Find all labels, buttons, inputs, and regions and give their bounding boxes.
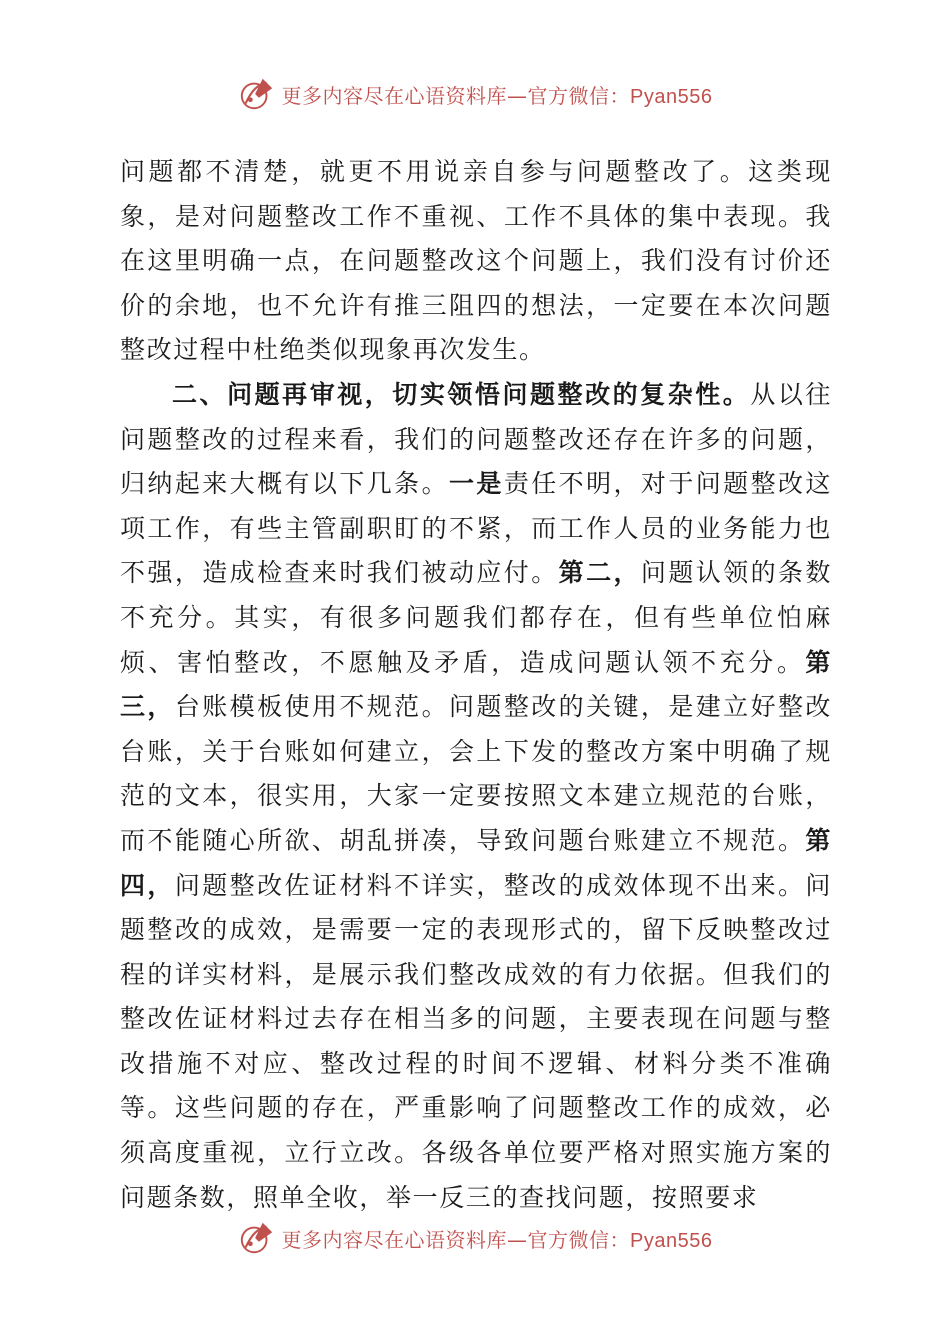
point-text: 责任不明，对于问题整改这项工作，有些主管副职盯的不紧，而工作人员的业务能力也不强，造成检查来时我们被动应付。 (120, 469, 833, 588)
watermark-footer (0, 1218, 950, 1258)
paragraph-section-two (120, 373, 832, 1220)
paragraph-continuation: 问题都不清楚，就更不用说亲自参与问题整改了。这类现象，是对问题整改工作不重视、工作不具体的集中表现。我在这里明确一点，在问题整改这个问题上，我们没有讨价还价的余地，也不允许有推三阻四的想法，一定要在本次问题整改过程中杜绝类似现象再次发生。 (120, 157, 832, 365)
watermark-text: 更多内容尽在心语资料库—官方微信：Pyan556 (281, 1227, 713, 1252)
watermark-logo-icon (238, 1219, 276, 1257)
watermark-text: 更多内容尽在心语资料库—官方微信：Pyan556 (281, 83, 713, 108)
section-intro: 从以往问题整改的过程来看，我们的问题整改还存在许多的问题，归纳起来大概有以下几条。 (120, 379, 832, 499)
point-label: 第二， (558, 558, 641, 588)
point-text: 台账模板使用不规范。问题整改的关键，是建立好整改台账，关于台账如何建立，会上下发的整改方案中明确了规范的文本，很实用，大家一定要按照文本建立规范的台账，而不能随心所欲、胡乱拼凑，导致问题台账建立不规范。 (120, 692, 833, 855)
point-text: 问题认领的条数不充分。其实，有很多问题我们都存在，但有些单位怕麻烦、害怕整改，不愿触及矛盾，造成问题认领不充分。 (120, 558, 832, 677)
point-label: 第四， (120, 825, 832, 900)
point-text: 问题整改佐证材料不详实，整改的成效体现不出来。问题整改的成效，是需要一定的表现形式的，留下反映整改过程的详实材料，是展示我们整改成效的有力依据。但我们的整改佐证材料过去存在相当多的问题，主要表现在问题与整改措施不对应、整改过程的时间不逻辑、材料分类不准确等。这些问题的存在，严重影响了问题整改工作的成效，必须高度重视，立行立改。各级各单位要严格对照实施方案的问题条数，照单全收，举一反三的查找问题，按照要求 (120, 870, 833, 1212)
point-label: 第三， (120, 647, 832, 722)
section-heading: 二、问题再审视，切实领悟问题整改的复杂性。 (172, 379, 751, 409)
watermark-header (0, 74, 950, 114)
point-label: 一是 (449, 469, 504, 499)
document-body (120, 150, 832, 1220)
watermark-logo-icon (238, 75, 276, 113)
